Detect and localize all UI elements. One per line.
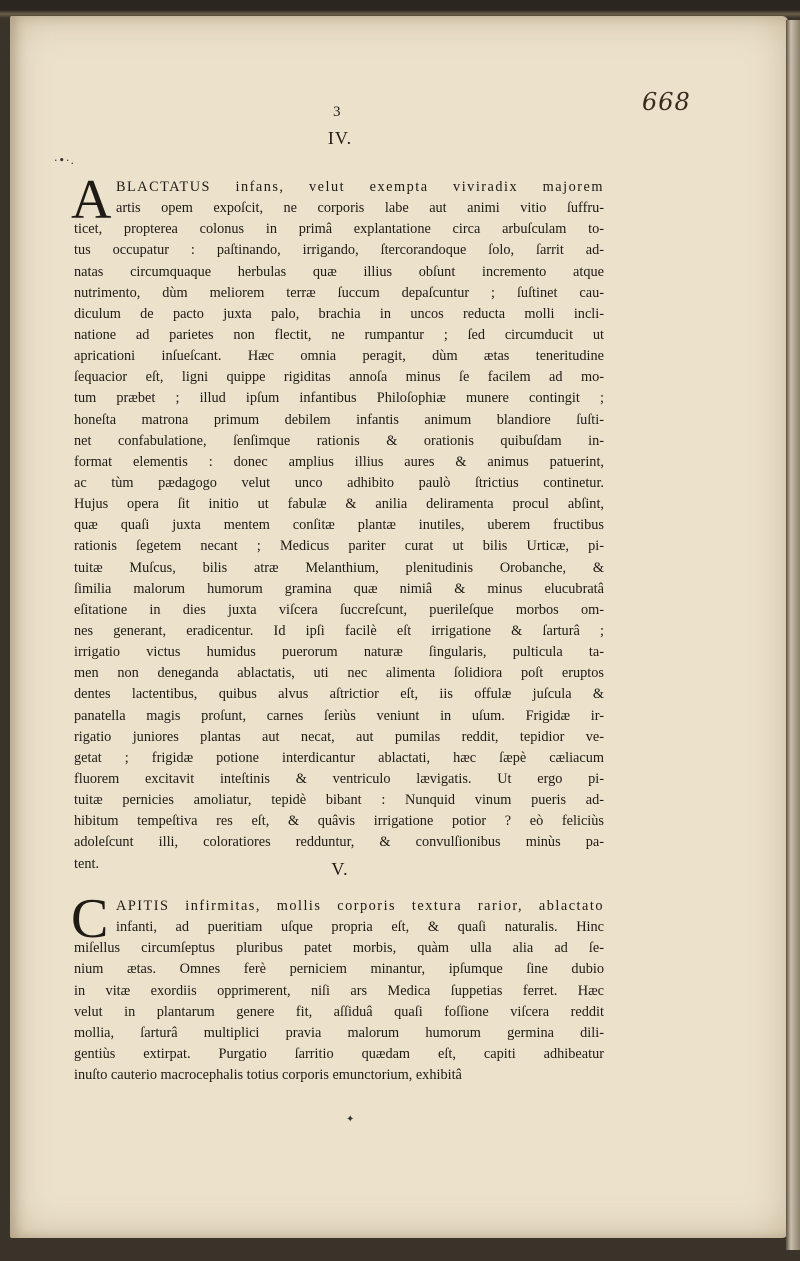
bottom-mark: ✦ (346, 1114, 355, 1125)
text-line: nes generant, eradicentur. Id ipſi facilè eſt irrigatione & ſarturâ ; (74, 622, 604, 639)
text-line: inuſto cauterio macrocephalis totius corporis emunctorium, exhibitâ (74, 1067, 462, 1084)
text-line: tus occupatur : paſtinando, irrigando, ſtercorandoque ſolo, ſarrit ad- (74, 242, 604, 259)
text-line: eſitatione in dies juxta viſcera ſuccreſcunt, puerileſque morbos om- (74, 601, 604, 618)
text-line: tum præbet ; illud ipſum infantibus Philoſophiæ munere contingit ; (74, 390, 604, 407)
text-line: natione ad parietes non flectit, ne rumpantur ; ſed circumducit ut (74, 326, 604, 343)
section-v-heading: V. (331, 859, 349, 879)
text-line: nium ætas. Omnes ferè perniciem minantur, ipſumque ſine dubio (74, 961, 604, 978)
text-line: diculum de pacto juxta palo, brachia in uncos reducta molli incli- (74, 305, 604, 322)
text-line: miſellus circumſeptus pluribus patet morbis, quàm ulla alia ad ſe- (74, 940, 604, 957)
section-iv-heading: IV. (327, 128, 353, 148)
section-iv-dropcap: A (71, 169, 112, 231)
section-v-body (71, 888, 604, 1086)
text-line: nutrimento, dùm meliorem terræ ſuccum depaſcuntur ; ſuſtinet cau- (74, 284, 604, 301)
text-line: apricationi inſueſcant. Hæc omnia peragit, dùm ætas teneritudine (74, 348, 604, 365)
section-v-dropcap: C (71, 888, 109, 950)
section-iv-body (71, 169, 604, 875)
text-line: velut in plantarum genere fit, aſſiduâ quaſi foſſione viſcera reddit (74, 1003, 604, 1020)
text-line: APITIS infirmitas, mollis corporis textura rarior, ablactato (116, 898, 604, 914)
text-line: ſimilia malorum humorum gramina quæ nimiâ & minus elucubratâ (74, 580, 604, 597)
book-page (10, 16, 788, 1238)
text-line: net confabulatione, ſenſimque rationis & orationis quibuſdam in- (74, 432, 604, 449)
text-line: honeſta matrona primum debilem infantis animum blandiore ſuſti- (74, 411, 604, 428)
text-line: infanti, ad pueritiam uſque propria eſt, & quaſi naturalis. Hinc (116, 919, 604, 936)
text-line: rationis ſegetem necant ; Medicus pariter curat ut bilis Urticæ, pi- (74, 538, 604, 555)
text-line: artis opem expoſcit, ne corporis labe aut animi vitio ſuffru- (116, 200, 604, 217)
text-line: rigatio juniores plantas aut necat, aut pumilas reddit, tepidior ve- (74, 728, 604, 745)
text-line: adoleſcunt illi, coloratiores redduntur, & convulſionibus minùs pa- (74, 834, 604, 851)
text-line: tuitæ pernicies amoliatur, tepidè bibant : Nunquid vinum pueris ad- (74, 792, 604, 809)
margin-mark: ·•·. (54, 154, 75, 167)
text-line: fluorem excitavit inteſtinis & ventriculo lævigatis. Ut ergo pi- (74, 770, 604, 787)
text-line: quæ quaſi juxta mentem conſitæ plantæ inutiles, uberem fructibus (74, 517, 604, 534)
text-line: tuitæ Muſcus, bilis atræ Melanthium, plenitudinis Orobanche, & (74, 559, 604, 576)
signature-mark: 3 (333, 104, 341, 120)
text-line: panatella magis proſunt, carnes ſeriùs veniunt in uſum. Frigidæ ir- (74, 707, 604, 724)
text-line: gentiùs extirpat. Purgatio ſarritio quædam eſt, capiti adhibeatur (74, 1045, 604, 1062)
text-line: dentes lactentibus, quibus alvus aſtrictior eſt, iis offulæ juſcula & (74, 686, 604, 703)
text-line: natas circumquaque herbulas quæ illius obſunt incremento atque (74, 263, 604, 280)
text-line: tent. (74, 855, 100, 872)
text-line: ticet, propterea colonus in primâ explantatione circa arbuſculam to- (74, 221, 604, 238)
text-line: BLACTATUS infans, velut exempta viviradix majorem (116, 179, 604, 195)
text-line: in vitæ exordiis opprimerent, niſi ars Medica ſuppetias ferret. Hæc (74, 982, 604, 999)
text-line: format elementis : donec amplius illius aures & animus patuerint, (74, 453, 604, 470)
folio-number: 668 (642, 88, 691, 116)
text-line: hibitum tempeſtiva res eſt, & quâvis irrigatione potior ? eò feliciùs (74, 813, 604, 830)
text-line: Hujus opera ſit initio ut fabulæ & anilia deliramenta procul abſint, (74, 496, 604, 513)
text-line: men non deneganda ablactatis, uti nec alimenta ſolidiora poſt eruptos (74, 665, 604, 682)
text-line: irrigatio victus humidus puerorum naturæ ſingularis, pulticula ta- (74, 644, 604, 661)
text-line: ac tùm pædagogo velut unco adhibito paulò ſtrictius continetur. (74, 474, 604, 491)
text-line: getat ; frigidæ potione interdicantur ablactati, hæc ſæpè cæliacum (74, 749, 604, 766)
text-line: ſequacior eſt, ligni quippe rigiditas annoſa minus ſe facilem ad mo- (74, 369, 604, 386)
text-line: mollia, ſarturâ multiplici pravia malorum humorum germina dili- (74, 1024, 604, 1041)
page-edge (786, 20, 800, 1250)
